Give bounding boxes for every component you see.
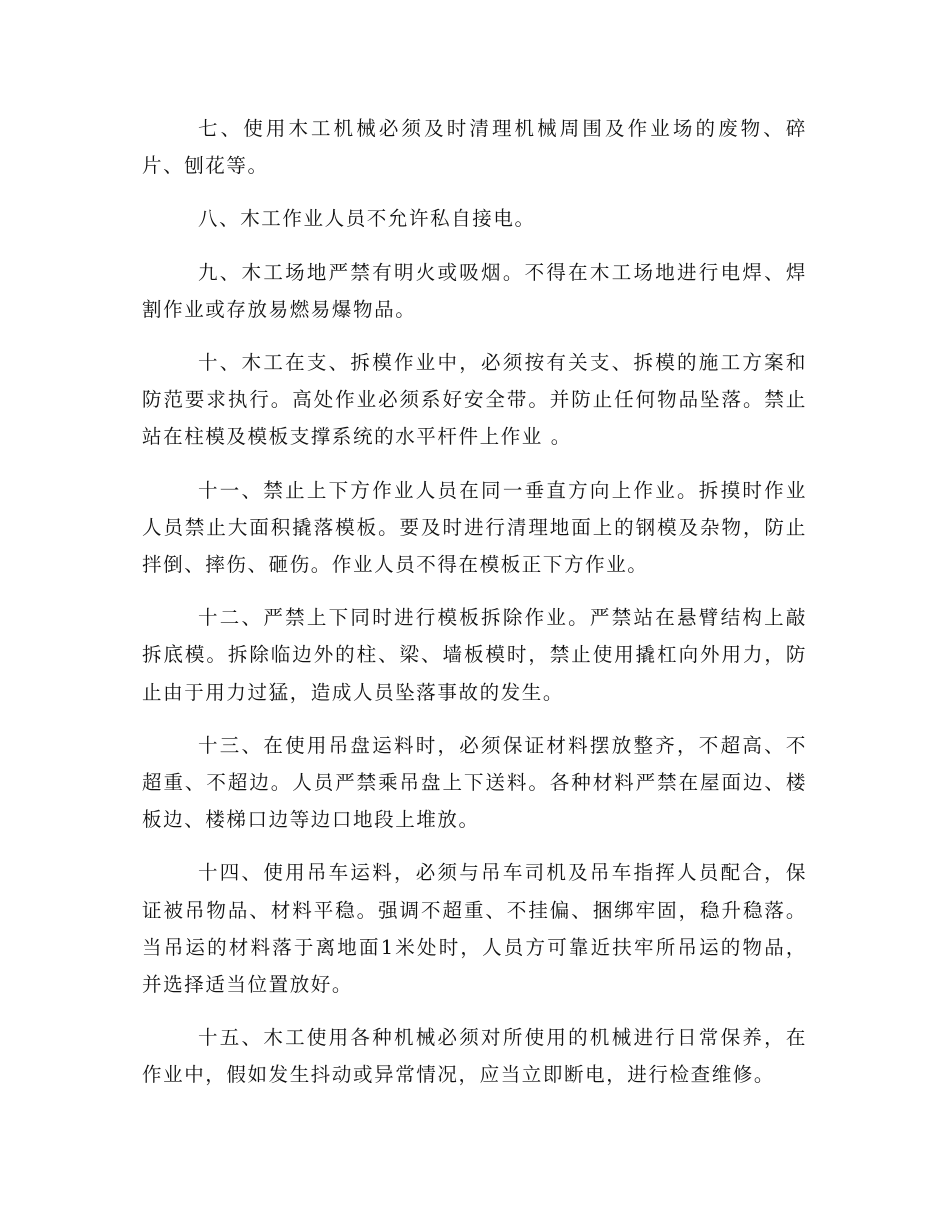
paragraph-15: 十五、木工使用各种机械必须对所使用的机械进行日常保养，在作业中，假如发生抖动或异常情况，应当立即断电，进行检查维修。: [142, 1026, 807, 1087]
paragraph-8: 八、木工作业人员不允许私自接电。: [198, 207, 536, 231]
paragraph-14: 十四、使用吊车运料，必须与吊车司机及吊车指挥人员配合，保证被吊物品、材料平稳。强调不超重、不挂偏、捆绑牢固，稳升稳落。当吊运的材料落于离地面1米处时，人员方可靠近扶牢所吊运的物品，并选择适当位置放好。: [142, 861, 807, 997]
paragraph-13: 十三、在使用吊盘运料时，必须保证材料摆放整齐，不超高、不超重、不超边。人员严禁乘吊盘上下送料。各种材料严禁在屋面边、楼板边、楼梯口边等边口地段上堆放。: [142, 733, 807, 832]
document-body: [142, 110, 807, 1110]
paragraph-12: 十二、严禁上下同时进行模板拆除作业。严禁站在悬臂结构上敲拆底模。拆除临边外的柱、梁、墙板模时，禁止使用撬杠向外用力，防止由于用力过猛，造成人员坠落事故的发生。: [142, 606, 807, 704]
paragraph-10: 十、木工在支、拆模作业中，必须按有关支、拆模的施工方案和防范要求执行。高处作业必须系好安全带。并防止任何物品坠落。禁止站在柱模及模板支撑系统的水平杆件上作业 。: [142, 351, 807, 449]
paragraph-11: 十一、禁止上下方作业人员在同一垂直方向上作业。拆摸时作业人员禁止大面积撬落模板。要及时进行清理地面上的钢模及杂物，防止拌倒、摔伤、砸伤。作业人员不得在模板正下方作业。: [142, 478, 807, 577]
paragraph-9: 九、木工场地严禁有明火或吸烟。不得在木工场地进行电焊、焊割作业或存放易燃易爆物品。: [142, 260, 807, 321]
paragraph-7: 七、使用木工机械必须及时清理机械周围及作业场的废物、碎片、刨花等。: [142, 117, 807, 178]
